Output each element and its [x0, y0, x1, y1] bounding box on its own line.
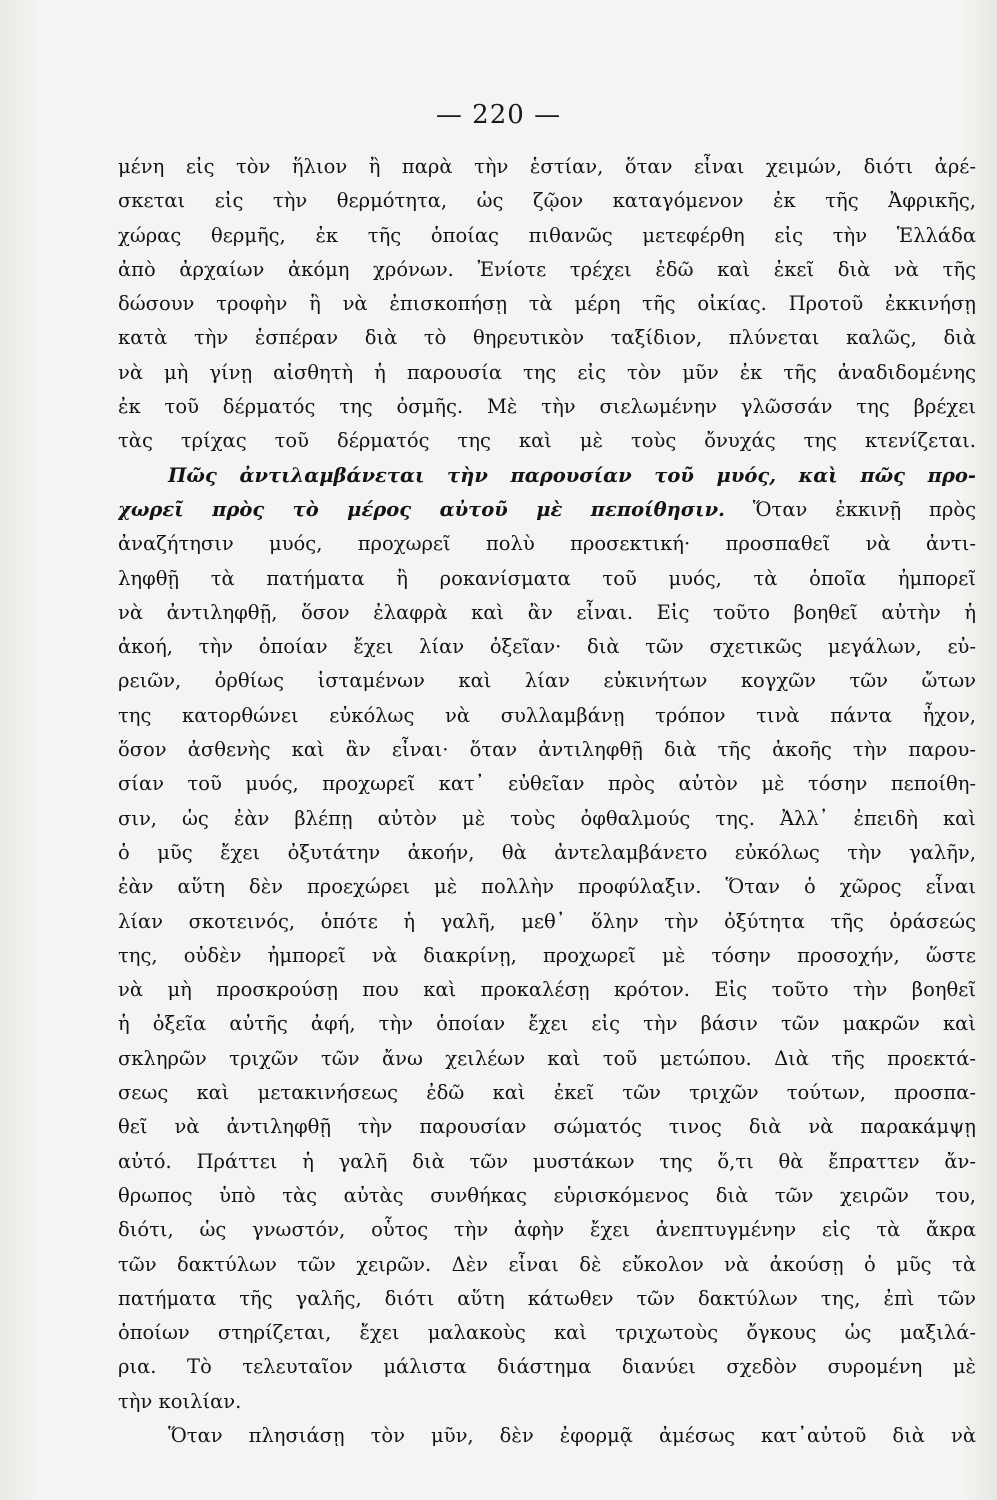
- text-line: ἀπὸ ἀρχαίων ἀκόμη χρόνων. Ἐνίοτε τρέχει ἐδῶ καὶ ἐκεῖ διὰ νὰ τῆς: [118, 257, 976, 281]
- page-number: — 220 —: [435, 100, 562, 130]
- text-line: κατὰ τὴν ἑσπέραν διὰ τὸ θηρευτικὸν ταξίδιον, πλύνεται καλῶς, διὰ: [118, 326, 976, 350]
- text-line: λίαν σκοτεινός, ὁπότε ἡ γαλῆ, μεθ᾽ ὅλην τὴν ὀξύτητα τῆς ὁράσεώς: [118, 909, 976, 933]
- text-line: τὰς τρίχας τοῦ δέρματός της καὶ μὲ τοὺς ὄνυχάς της κτενίζεται.: [118, 429, 976, 453]
- text-line: ἀκοή, τὴν ὁποίαν ἔχει λίαν ὀξεῖαν· διὰ τῶν σχετικῶς μεγάλων, εὐ-: [118, 635, 976, 659]
- text-line: πατήματα τῆς γαλῆς, διότι αὕτη κάτωθεν τῶν δακτύλων της, ἐπὶ τῶν: [118, 1286, 976, 1310]
- text-line: δώσουν τροφὴν ἢ νὰ ἐπισκοπήσῃ τὰ μέρη τῆς οἰκίας. Προτοῦ ἐκκινήσῃ: [118, 292, 976, 316]
- text-line: ἐὰν αὕτη δὲν προεχώρει μὲ πολλὴν προφύλαξιν. Ὅταν ὁ χῶρος εἶναι: [118, 875, 976, 899]
- text-line: νὰ μὴ γίνῃ αἰσθητὴ ἡ παρουσία της εἰς τὸν μῦν ἐκ τῆς ἀναδιδομένης: [118, 360, 976, 384]
- page-text: [118, 150, 976, 1453]
- text-line: σκεται εἰς τὴν θερμότητα, ὡς ζῷον καταγόμενον ἐκ τῆς Ἀφρικῆς,: [118, 189, 976, 213]
- text-line: της κατορθώνει εὐκόλως νὰ συλλαμβάνῃ τρόπον τινὰ πάντα ἦχον,: [118, 703, 976, 727]
- text-line: αὐτό. Πράττει ἡ γαλῆ διὰ τῶν μυστάκων της ὅ,τι θὰ ἔπραττεν ἄν-: [118, 1149, 976, 1173]
- section-heading-continued: χωρεῖ πρὸς τὸ μέρος αὐτοῦ μὲ πεποίθησιν.: [118, 497, 725, 521]
- text-line: σιν, ὡς ἐὰν βλέπῃ αὐτὸν μὲ τοὺς ὀφθαλμούς της. Ἀλλ᾽ ἐπειδὴ καὶ: [118, 806, 976, 830]
- text-line: θεῖ νὰ ἀντιληφθῇ τὴν παρουσίαν σώματός τινος διὰ νὰ παρακάμψῃ: [118, 1115, 976, 1139]
- text-line: μένη εἰς τὸν ἥλιον ἢ παρὰ τὴν ἑστίαν, ὅταν εἶναι χειμών, διότι ἀρέ-: [118, 155, 976, 178]
- section-heading: Πῶς ἀντιλαμβάνεται τὴν παρουσίαν τοῦ μυός, καὶ πῶς προ-: [168, 463, 976, 487]
- text-line: [118, 493, 976, 527]
- text-line: της, οὐδὲν ἠμπορεῖ νὰ διακρίνῃ, προχωρεῖ μὲ τόσην προσοχήν, ὥστε: [118, 943, 976, 967]
- text-line: ληφθῇ τὰ πατήματα ἢ ροκανίσματα τοῦ μυός, τὰ ὁποῖα ἠμπορεῖ: [118, 566, 976, 590]
- text-line: ἡ ὀξεῖα αὐτῆς ἀφή, τὴν ὁποίαν ἔχει εἰς τὴν βάσιν τῶν μακρῶν καὶ: [118, 1012, 976, 1036]
- text-line: ἀναζήτησιν μυός, προχωρεῖ πολὺ προσεκτική· προσπαθεῖ νὰ ἀντι-: [118, 532, 976, 556]
- text-line: σκληρῶν τριχῶν τῶν ἄνω χειλέων καὶ τοῦ μετώπου. Διὰ τῆς προεκτά-: [118, 1046, 976, 1070]
- text-line: σίαν τοῦ μυός, προχωρεῖ κατ᾽ εὐθεῖαν πρὸς αὐτὸν μὲ τόσην πεποίθη-: [118, 772, 976, 796]
- text-line: τῶν δακτύλων τῶν χειρῶν. Δὲν εἶναι δὲ εὔκολον νὰ ἀκούσῃ ὁ μῦς τὰ: [118, 1252, 976, 1276]
- text-line: ὁ μῦς ἔχει ὀξυτάτην ἀκοήν, θὰ ἀντελαμβάνετο εὐκόλως τὴν γαλῆν,: [118, 840, 976, 864]
- text-line: νὰ μὴ προσκρούσῃ που καὶ προκαλέσῃ κρότον. Εἰς τοῦτο τὴν βοηθεῖ: [118, 978, 976, 1002]
- text-line: ρια. Τὸ τελευταῖον μάλιστα διάστημα διανύει σχεδὸν συρομένη μὲ: [118, 1355, 976, 1379]
- text-line: ὁποίων στηρίζεται, ἔχει μαλακοὺς καὶ τριχωτοὺς ὄγκους ὡς μαξιλά-: [118, 1321, 976, 1345]
- text-line: χώρας θερμῆς, ἐκ τῆς ὁποίας πιθανῶς μετεφέρθη εἰς τὴν Ἑλλάδα: [118, 223, 976, 247]
- text-line: ὅσον ἀσθενὴς καὶ ἂν εἶναι· ὅταν ἀντιληφθῇ διὰ τῆς ἀκοῆς τὴν παρου-: [118, 738, 976, 762]
- text-line: θρωπος ὑπὸ τὰς αὐτὰς συνθήκας εὑρισκόμενος διὰ τῶν χειρῶν του,: [118, 1183, 976, 1207]
- text-line: διότι, ὡς γνωστόν, οὗτος τὴν ἀφὴν ἔχει ἀνεπτυγμένην εἰς τὰ ἄκρα: [118, 1218, 976, 1242]
- text-line: νὰ ἀντιληφθῇ, ὅσον ἐλαφρὰ καὶ ἂν εἶναι. Εἰς τοῦτο βοηθεῖ αὐτὴν ἡ: [118, 600, 976, 624]
- text-line: ἐκ τοῦ δέρματός της ὀσμῆς. Μὲ τὴν σιελωμένην γλῶσσάν της βρέχει: [118, 395, 976, 419]
- text-line: σεως καὶ μετακινήσεως ἐδῶ καὶ ἐκεῖ τῶν τριχῶν τούτων, προσπα-: [118, 1081, 976, 1105]
- text-line: τὴν κοιλίαν.: [118, 1389, 242, 1413]
- text-line: ρειῶν, ὀρθίως ἱσταμένων καὶ λίαν εὐκινήτων κογχῶν τῶν ὤτων: [118, 669, 976, 693]
- text-line: Ὅταν πλησιάσῃ τὸν μῦν, δὲν ἐφορμᾷ ἀμέσως κατ᾽αὐτοῦ διὰ νὰ: [168, 1423, 976, 1447]
- text-fragment: Ὅταν ἐκκινῇ πρὸς: [724, 497, 976, 521]
